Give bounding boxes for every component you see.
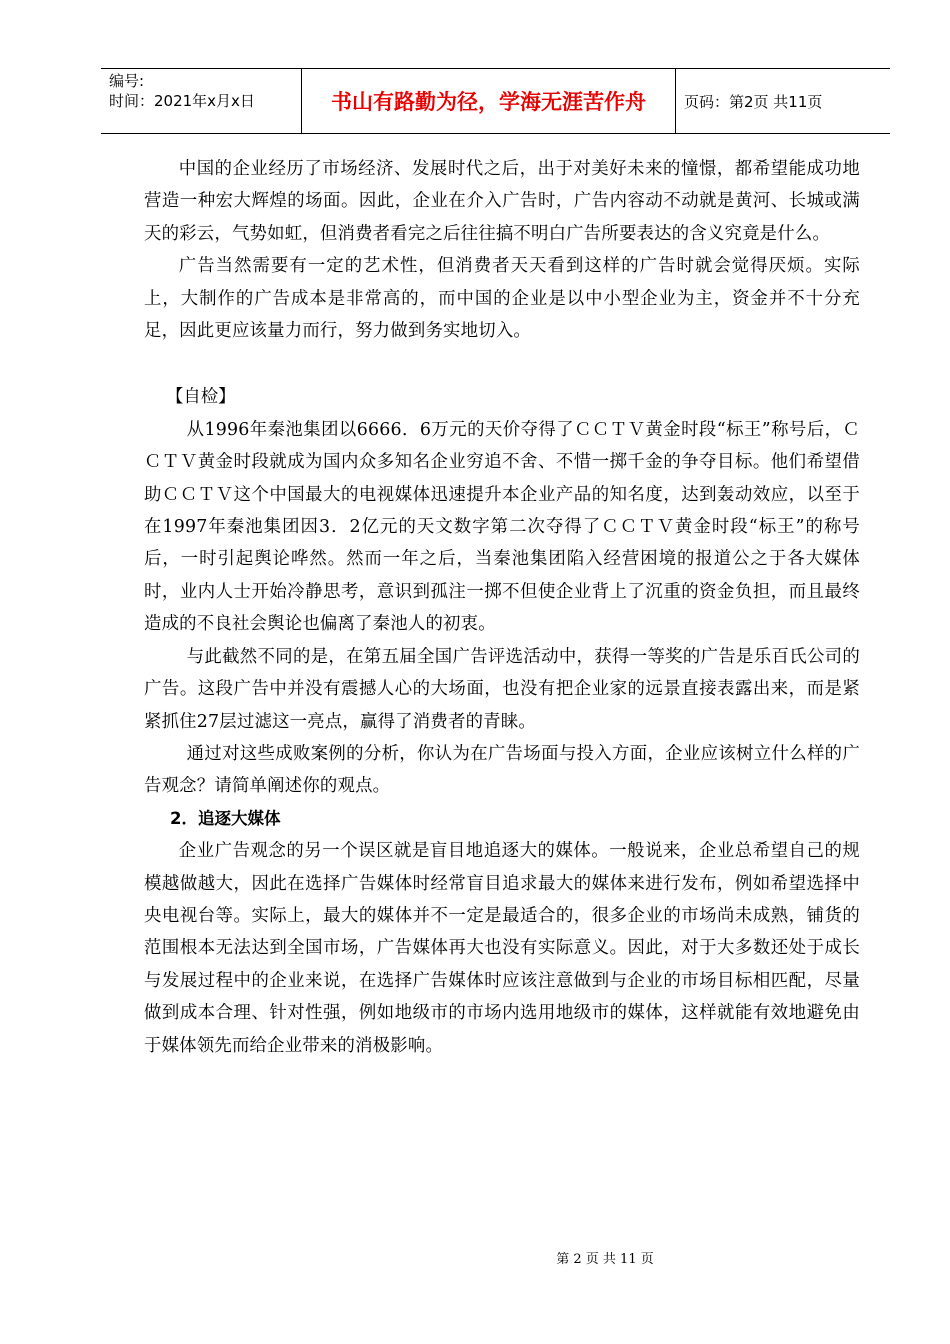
paragraph-2: 广告当然需要有一定的艺术性，但消费者天天看到这样的广告时就会觉得厌烦。实际上，大制作的广告成本是非常高的，而中国的企业是以中小型企业为主，资金并不十分充足，因此更应该量力而行，努力做到务实地切入。 xyxy=(144,256,860,342)
spacer xyxy=(144,347,860,381)
self-check-heading: 【自检】 xyxy=(166,387,236,408)
header-meta-cell xyxy=(101,69,302,133)
header-page-info: 页码：第2页 共11页 xyxy=(684,92,823,111)
document-number-label: 编号: xyxy=(109,72,145,90)
paragraph-1: 中国的企业经历了市场经济、发展时代之后，出于对美好未来的憧憬，都希望能成功地营造一种宏大辉煌的场面。因此，企业在介入广告时，广告内容动不动就是黄河、长城或满天的彩云，气势如虹，但消费者看完之后往往搞不明白广告所要表达的含义究竟是什么。 xyxy=(144,159,860,244)
paragraph-6: 企业广告观念的另一个误区就是盲目地追逐大的媒体。一般说来，企业总希望自己的规模越做越大，因此在选择广告媒体时经常盲目追求最大的媒体来进行发布，例如希望选择中央电视台等。实际上，最大的媒体并不一定是最适合的，很多企业的市场尚未成熟，铺货的范围根本无法达到全国市场，广告媒体再大也没有实际意义。因此，对于大多数还处于成长与发展过程中的企业来说，在选择广告媒体时应该注意做到与企业的市场目标相匹配，尽量做到成本合理、针对性强，例如地级市的市场内选用地级市的媒体，这样就能有效地避免由于媒体领先而给企业带来的消极影响。 xyxy=(144,841,860,1056)
document-body xyxy=(144,153,860,1062)
footer-page-number: 第 2 页 共 11 页 xyxy=(556,1252,654,1267)
page-footer xyxy=(0,1248,950,1267)
header-motto: 书山有路勤为径，学海无涯苦作舟 xyxy=(331,90,646,114)
section-heading: 2．追逐大媒体 xyxy=(170,808,281,828)
paragraph-4: 与此截然不同的是，在第五届全国广告评选活动中，获得一等奖的广告是乐百氏公司的广告。这段广告中并没有震撼人心的大场面，也没有把企业家的远景直接表露出来，而是紧紧抓住27层过滤这一亮点，赢得了消费者的青睐。 xyxy=(144,646,860,732)
page-header xyxy=(101,68,890,134)
paragraph-3: 从1996年秦池集团以6666．6万元的天价夺得了ＣＣＴＶ黄金时段“标王”称号后，ＣＣＴＶ黄金时段就成为国内众多知名企业穷追不舍、不惜一掷千金的争夺目标。他们希望借助ＣＣＴＶ这个中国最大的电视媒体迅速提升本企业产品的知名度，达到轰动效应，以至于在1997年秦池集团因3．2亿元的天文数字第二次夺得了ＣＣＴＶ黄金时段“标王”的称号后，一时引起舆论哗然。然而一年之后，当秦池集团陷入经营困境的报道公之于各大媒体时，业内人士开始冷静思考，意识到孤注一掷不但使企业背上了沉重的资金负担，而且最终造成的不良社会舆论也偏离了秦池人的初衷。 xyxy=(144,419,860,635)
header-motto-cell xyxy=(302,69,676,133)
header-page-cell xyxy=(676,69,890,133)
document-time-label: 时间：2021年x月x日 xyxy=(109,92,255,110)
paragraph-5: 通过对这些成败案例的分析，你认为在广告场面与投入方面，企业应该树立什么样的广告观念？请简单阐述你的观点。 xyxy=(144,743,860,797)
